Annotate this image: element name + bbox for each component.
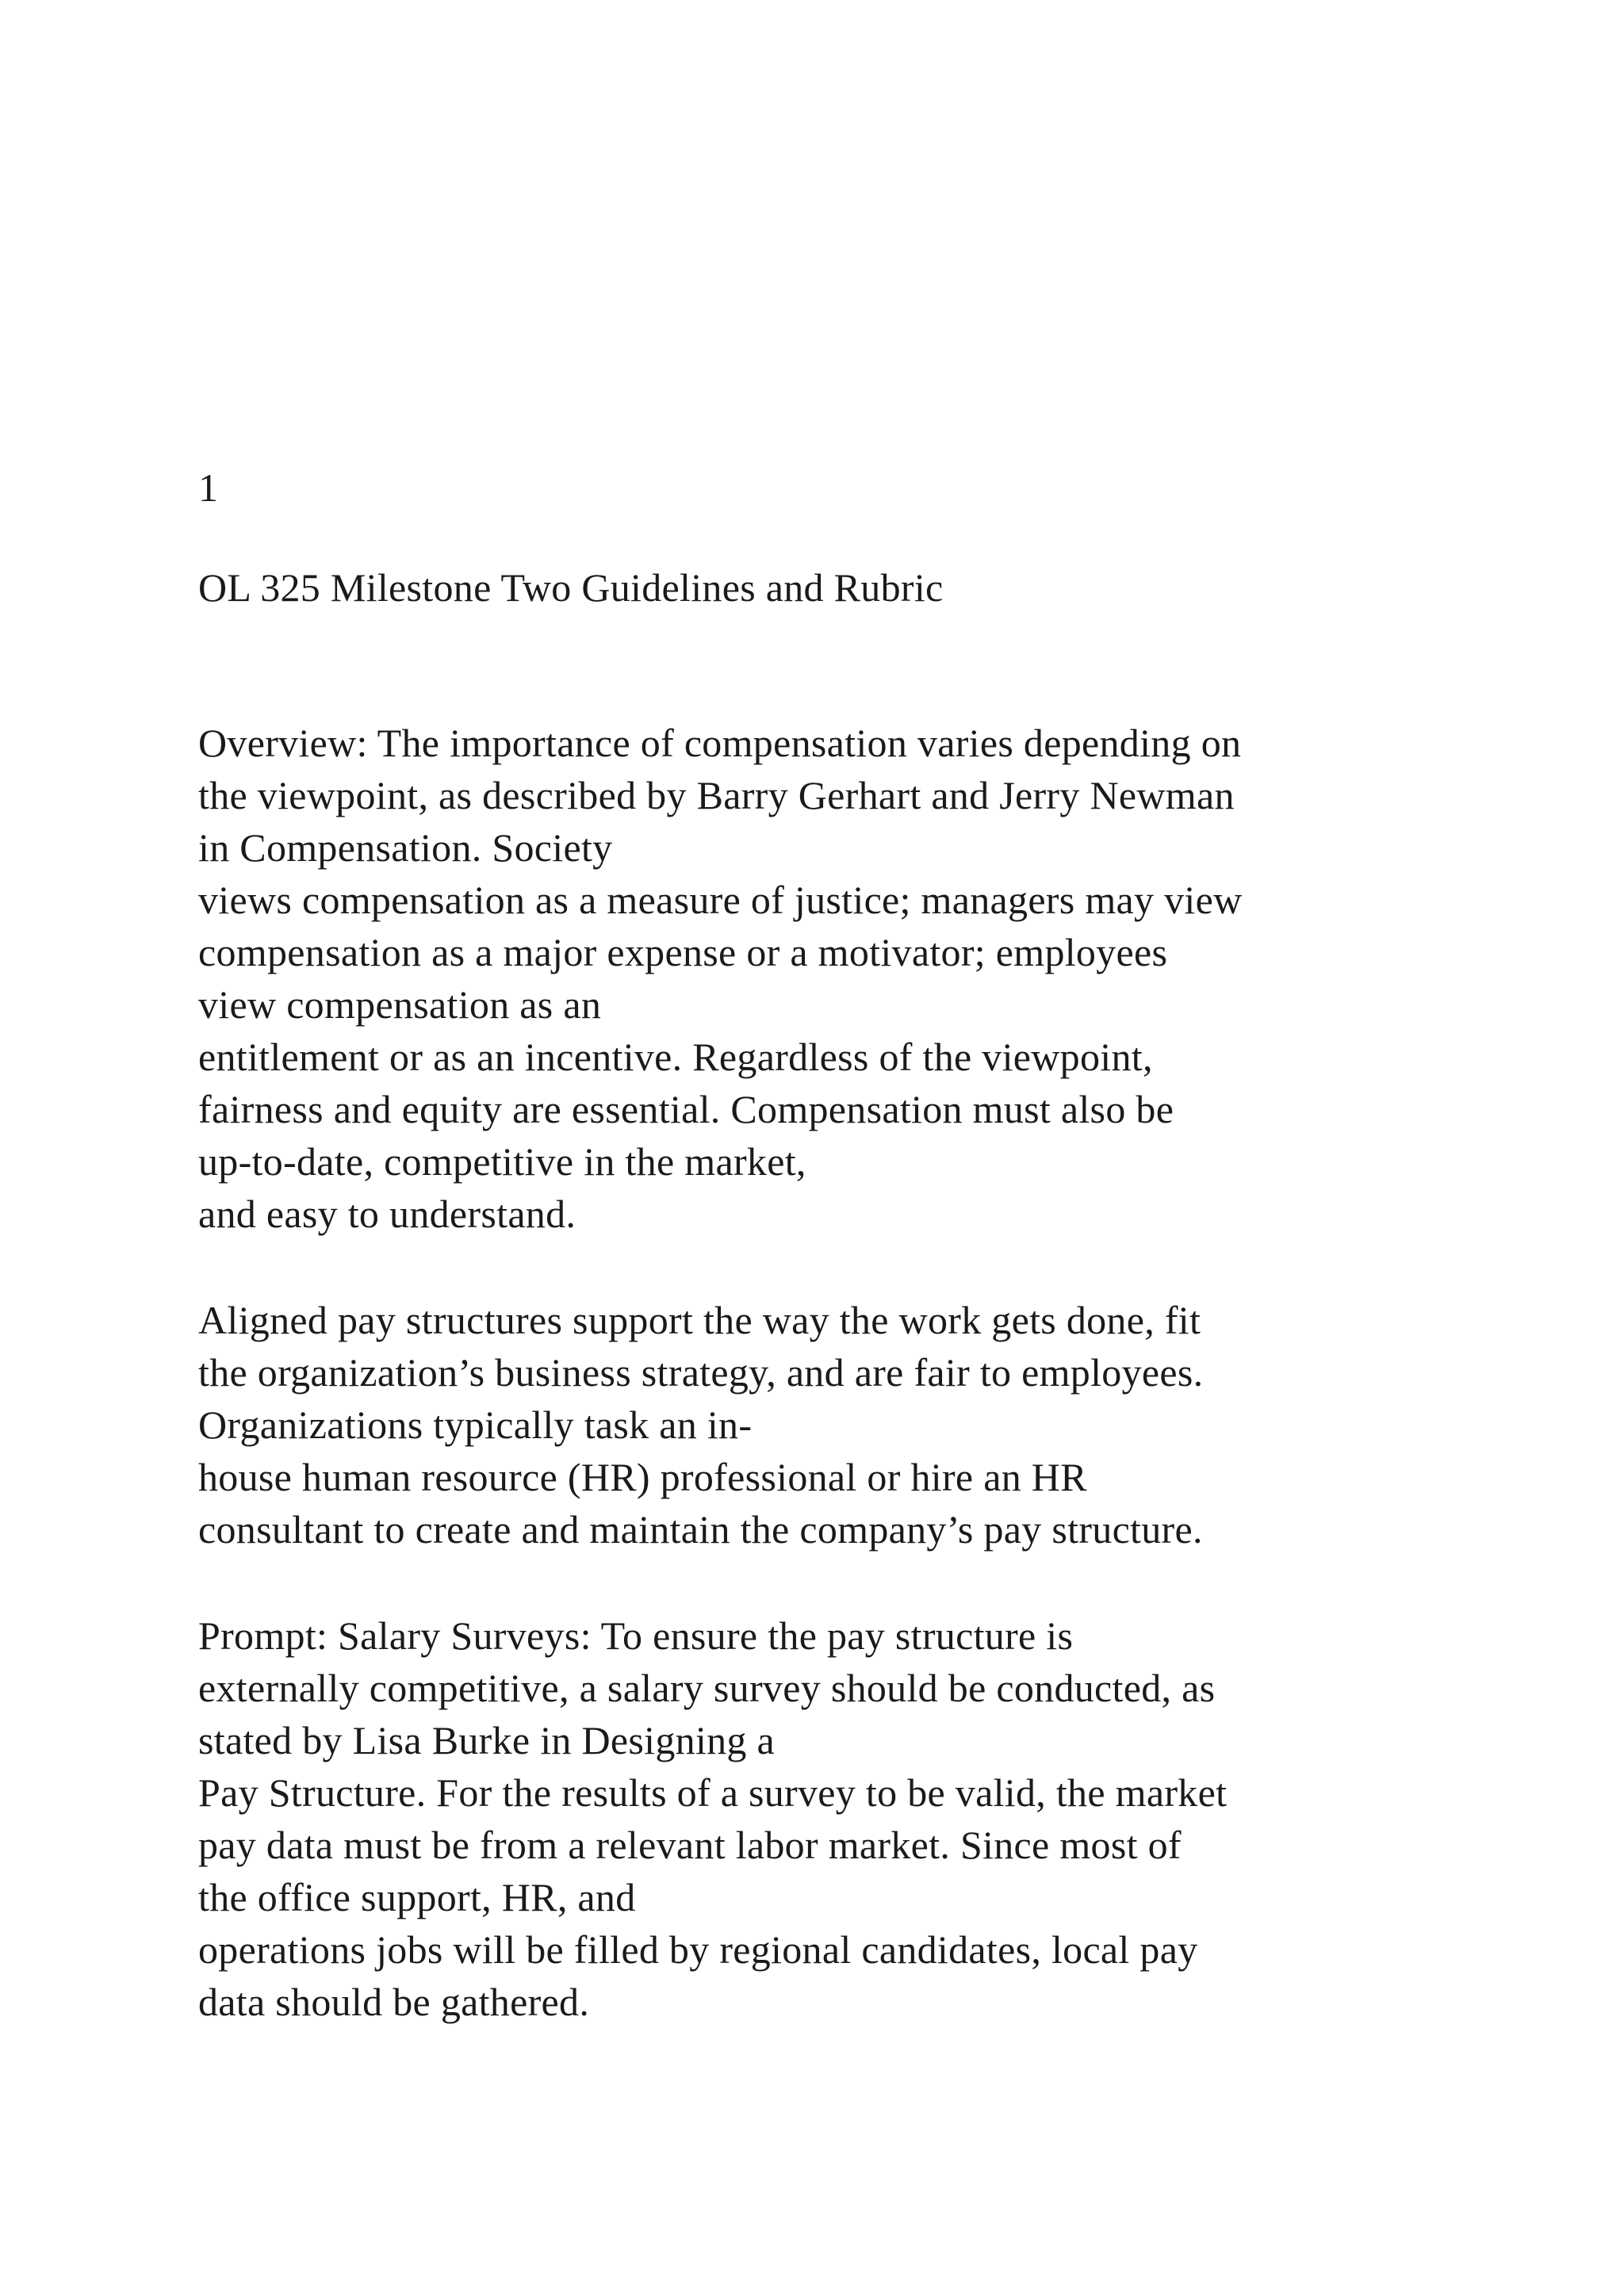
page-number: 1 — [198, 465, 219, 510]
paragraph-line: Overview: The importance of compensation varies depending on — [198, 721, 1242, 765]
paragraph-line: operations jobs will be filled by regional candidates, local pay — [198, 1927, 1198, 1972]
paragraph-line: and easy to understand. — [198, 1192, 576, 1236]
paragraph-line: entitlement or as an incentive. Regardless of the viewpoint, — [198, 1035, 1153, 1079]
document-title: OL 325 Milestone Two Guidelines and Rubric — [198, 565, 944, 610]
paragraph-line: in Compensation. Society — [198, 825, 613, 870]
paragraph-line: externally competitive, a salary survey should be conducted, as — [198, 1666, 1216, 1710]
paragraph-line: consultant to create and maintain the company’s pay structure. — [198, 1507, 1203, 1552]
paragraph-line: Organizations typically task an in- — [198, 1402, 753, 1447]
paragraph-line: Pay Structure. For the results of a survey to be valid, the market — [198, 1770, 1228, 1815]
paragraph-line: the viewpoint, as described by Barry Gerhart and Jerry Newman — [198, 773, 1235, 817]
paragraph-line: view compensation as an — [198, 982, 602, 1027]
paragraph-line: compensation as a major expense or a motivator; employees — [198, 930, 1168, 974]
paragraph-line: stated by Lisa Burke in Designing a — [198, 1718, 776, 1762]
paragraph-line: views compensation as a measure of justice; managers may view — [198, 878, 1243, 922]
paragraph-line: fairness and equity are essential. Compensation must also be — [198, 1087, 1174, 1131]
paragraph-line: pay data must be from a relevant labor market. Since most of — [198, 1823, 1182, 1867]
paragraph-line: Aligned pay structures support the way the work gets done, fit — [198, 1298, 1201, 1342]
paragraph-line: the organization’s business strategy, and are fair to employees. — [198, 1350, 1204, 1395]
paragraph-line: the office support, HR, and — [198, 1875, 636, 1919]
paragraph-line: data should be gathered. — [198, 1980, 590, 2024]
paragraph-line: up-to-date, competitive in the market, — [198, 1139, 806, 1184]
paragraph-line: house human resource (HR) professional or hire an HR — [198, 1455, 1087, 1499]
paragraph-line: Prompt: Salary Surveys: To ensure the pay structure is — [198, 1613, 1074, 1658]
